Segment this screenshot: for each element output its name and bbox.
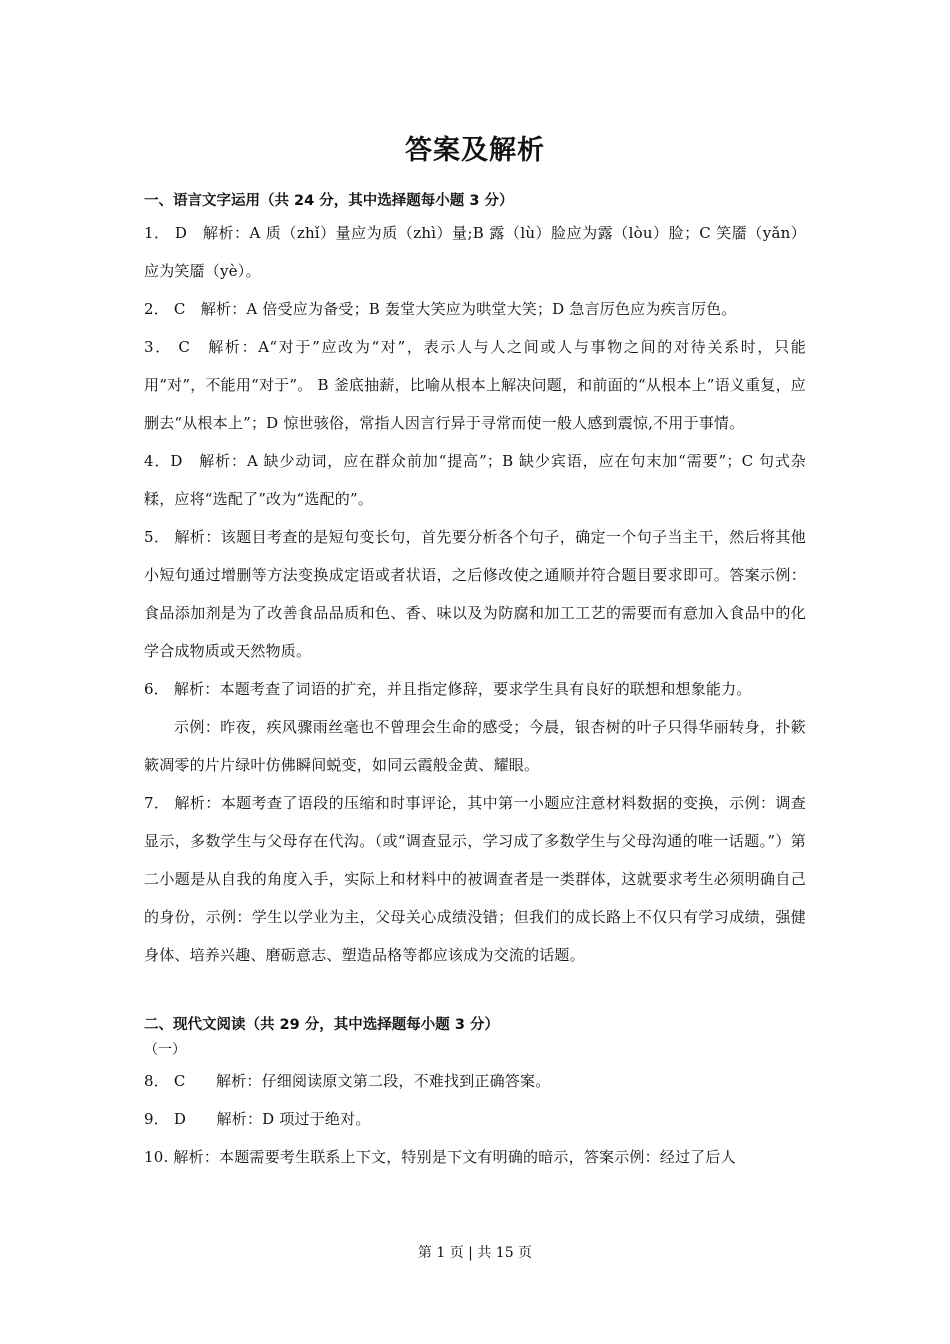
answer-item-2: 2． C 解析：A 倍受应为备受；B 轰堂大笑应为哄堂大笑；D 急言厉色应为疾言厉色。 <box>144 300 737 318</box>
answer-item-4: 4．D 解析：A 缺少动词，应在群众前加“提高”；B 缺少宾语，应在句末加“需要”；C 句式杂糅，应将“选配了”改为“选配的”。 <box>144 452 806 508</box>
answer-item-8: 8． C 解析：仔细阅读原文第二段，不难找到正确答案。 <box>144 1072 551 1090</box>
answer-item-5: 5． 解析：该题目考查的是短句变长句，首先要分析各个句子，确定一个句子当主干，然后将其他小短句通过增删等方法变换成定语或者状语，之后修改使之通顺并符合题目要求即可。答案示例：食品添加剂是为了改善食品品质和色、香、味以及为防腐和加工工艺的需要而有意加入食品中的化学合成物质或天然物质。 <box>144 528 806 660</box>
answer-item-10: 10. 解析：本题需要考生联系上下文，特别是下文有明确的暗示，答案示例：经过了后人 <box>144 1148 736 1166</box>
answer-item-9: 9． D 解析：D 项过于绝对。 <box>144 1110 371 1128</box>
answer-item-3: 3． C 解析：A“对于”应改为“对”，表示人与人之间或人与事物之间的对待关系时，只能用“对”，不能用“对于”。 B 釜底抽薪，比喻从根本上解决问题，和前面的“从根本上”语义重复，应删去“从根本上”；D 惊世骇俗，常指人因言行异于寻常而使一般人感到震惊,不用于事情。 <box>144 338 806 432</box>
answer-content <box>144 188 806 1176</box>
answer-item-6-example: 示例：昨夜，疾风骤雨丝毫也不曾理会生命的感受；今晨，银杏树的叶子只得华丽转身，扑簌簌凋零的片片绿叶仿佛瞬间蜕变，如同云霞般金黄、耀眼。 <box>144 718 806 774</box>
page-title: 答案及解析 <box>405 135 545 166</box>
subsection-label: （一） <box>144 1042 186 1058</box>
answer-item-1: 1． D 解析：A 质（zhǐ）量应为质（zhì）量;B 露（lù）脸应为露（lòu）脸；C 笑靥（yǎn）应为笑靥（yè）。 <box>144 224 806 280</box>
section-heading-1: 一、语言文字运用（共 24 分，其中选择题每小题 3 分） <box>144 193 514 209</box>
answer-item-6: 6． 解析：本题考查了词语的扩充，并且指定修辞，要求学生具有良好的联想和想象能力。 <box>144 680 752 698</box>
answer-item-7: 7． 解析：本题考查了语段的压缩和时事评论，其中第一小题应注意材料数据的变换，示例：调查显示，多数学生与父母存在代沟。（或“调查显示，学习成了多数学生与父母沟通的唯一话题。”）第二小题是从自我的角度入手，实际上和材料中的被调查者是一类群体，这就要求考生必须明确自己的身份，示例：学生以学业为主，父母关心成绩没错；但我们的成长路上不仅只有学习成绩，强健身体、培养兴趣、磨砺意志、塑造品格等都应该成为交流的话题。 <box>144 794 806 964</box>
page-footer: 第 1 页 | 共 15 页 <box>417 1245 533 1261</box>
section-heading-2: 二、现代文阅读（共 29 分，其中选择题每小题 3 分） <box>144 1017 499 1033</box>
